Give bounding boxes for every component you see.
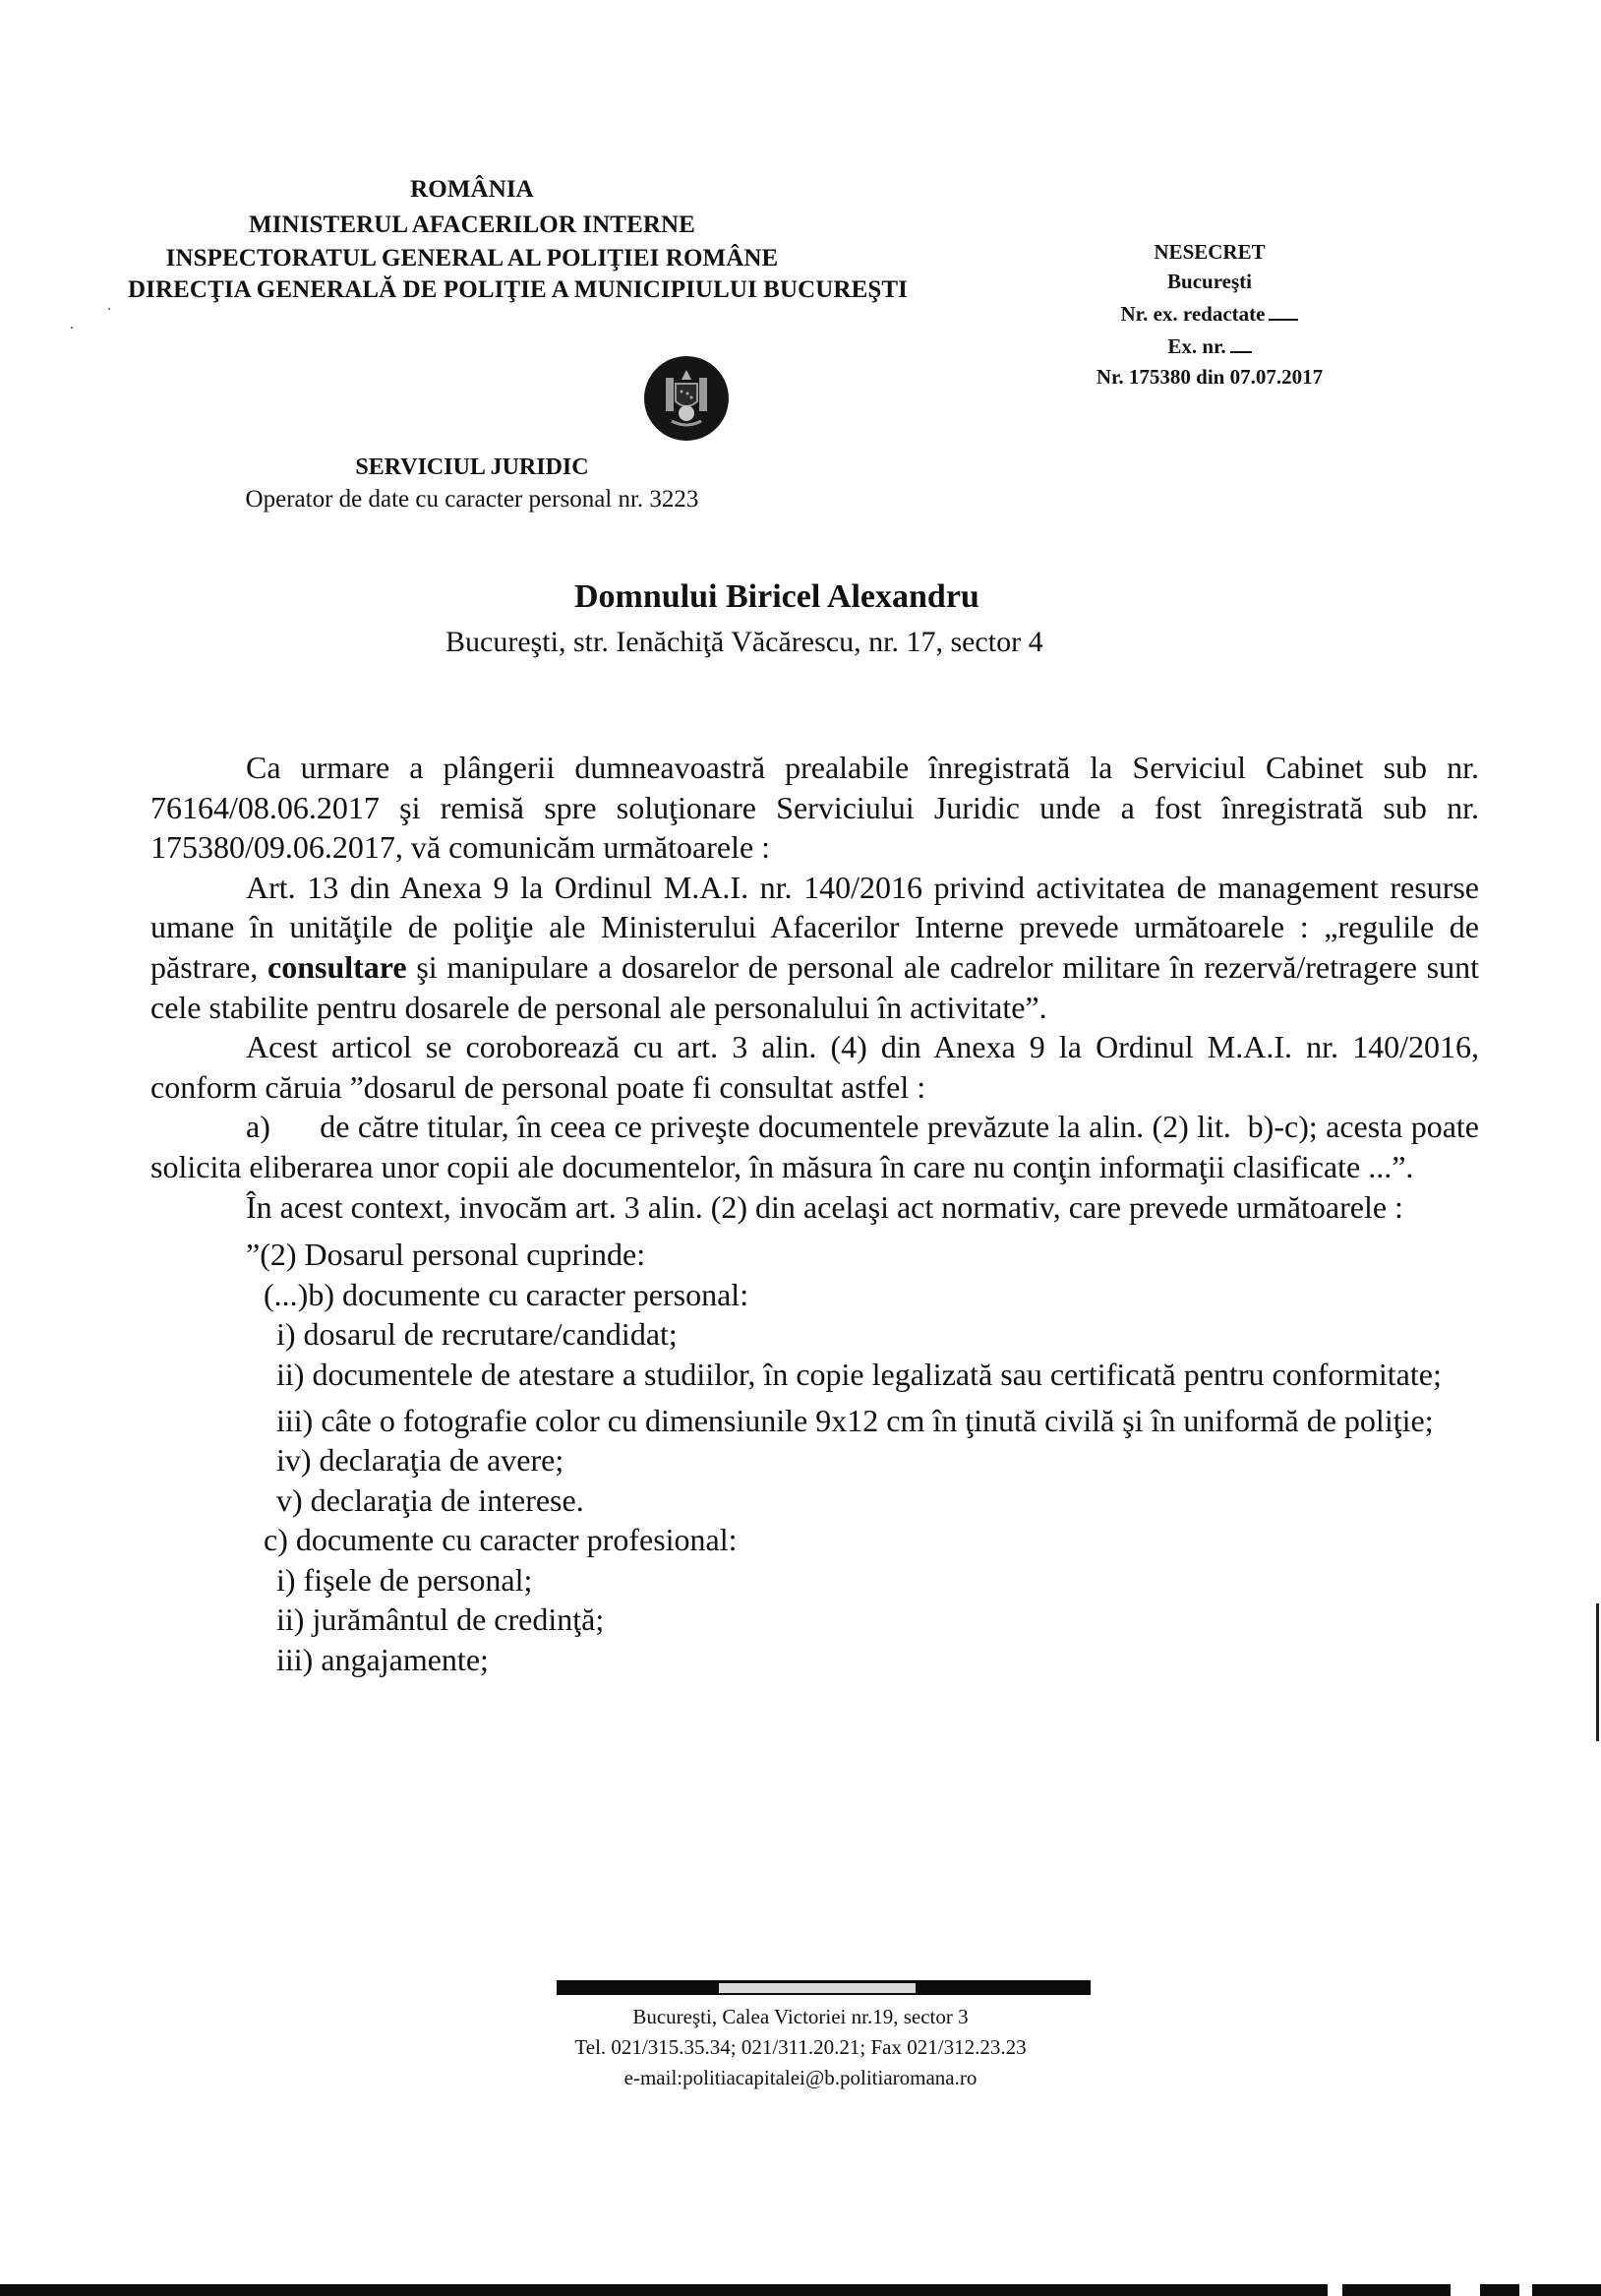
paragraph-context: În acest context, invocăm art. 3 alin. (2) din acelaşi act normativ, care prevede următoarele : [246,1188,1403,1225]
list-item: i) dosarul de recrutare/candidat; [276,1316,678,1353]
paragraph-intro: Ca urmare a plângerii dumneavoastră prealabile înregistrată la Serviciul Cabinet sub nr. 76164/08.06.2017 şi remisă spre soluţionare Serviciului Juridic unde a fost înregistrată sub nr. 175380/09.06.2017, vă comunicăm următoarele : [150,750,1479,866]
footer-divider-bar [557,1980,1091,1995]
section-b-heading: (...)b) documente cu caracter personal: [264,1276,749,1312]
footer-bar-highlight [719,1983,916,1993]
section-c-heading: c) documente cu caracter profesional: [264,1522,738,1558]
scan-bottom-edge [0,2284,1328,2296]
paragraph-article-13 [150,868,1479,1027]
copy-number-label: Ex. nr. [1167,334,1226,358]
footer-contact [407,2002,1194,2093]
footer-phones: Tel. 021/315.35.34; 021/311.20.21; Fax 021/312.23.23 [574,2035,1027,2059]
list-item: v) declaraţia de interese. [276,1481,584,1518]
list-item: iii) câte o fotografie color cu dimensiunile 9x12 cm în ţinută civilă şi în uniformă de poliţie; [276,1402,1434,1438]
scan-bottom-edge-segment [1342,2284,1451,2296]
header-directorate: DIRECŢIA GENERALĂ DE POLIŢIE A MUNICIPIULUI BUCUREŞTI [128,276,908,303]
letter-body [150,748,1487,1680]
coat-of-arms-graphic [644,356,729,441]
classification-status: NESECRET [1154,240,1266,264]
copy-number-blank [1230,349,1252,353]
list-item: i) fişele de personal; [276,1561,533,1598]
scan-speck [71,327,73,329]
list-item: iv) declaraţia de avere; [276,1442,564,1479]
scan-bottom-edge-segment [1532,2284,1601,2296]
list-item: iii) angajamente; [276,1642,489,1678]
addressee-name: Domnului Biricel Alexandru [574,578,979,615]
data-operator-number: Operator de date cu caracter personal nr. 3223 [245,486,699,513]
addressee-address: Bucureşti, str. Ienăchiţă Văcărescu, nr. 17, sector 4 [445,626,1043,658]
header-ministry: MINISTERUL AFACERILOR INTERNE [249,211,695,238]
classification-city: Bucureşti [1167,270,1252,293]
scan-bottom-edge-segment [1480,2284,1519,2296]
article-13-text-start: Art. 13 din Anexa 9 la Ordinul M.A.I. nr. 140/2016 privind activitatea de management resurse umane în unităţile de poliţie ale Ministerului Afacerilor Interne prevede următoarele : „regulile de păstrare, [150,869,1479,985]
article-13-text-end: şi manipulare a dosarelor de personal ale cadrelor militare în rezervă/retragere sunt cele stabilite pentru dosarele de personal ale personalului în activitate”. [150,948,1480,1025]
emphasis-consultare: consultare [267,948,407,985]
list-item: ii) jurământul de credinţă; [276,1601,605,1638]
police-coat-of-arms-icon [644,356,729,441]
paragraph-point-a: a) de către titular, în ceea ce priveşte documentele prevăzute la alin. (2) lit. b)-c); acesta poate solicita eliberarea unor copii ale documentelor, în măsura în care nu conţin informaţii clasificate ...”. [150,1109,1487,1184]
header-country: ROMÂNIA [410,176,534,203]
copy-number [1092,331,1328,363]
quote-title: ”(2) Dosarul personal cuprinde: [246,1237,646,1273]
registration-number: Nr. 175380 din 07.07.2017 [1096,365,1324,389]
paragraph-corroboration: Acest articol se coroborează cu art. 3 alin. (4) din Anexa 9 la Ordinul M.A.I. nr. 140/2016, conform căruia ”dosarul de personal poate fi consultat astfel : [150,1029,1479,1105]
copies-redacted-blank [1269,317,1298,321]
copies-redacted-label: Nr. ex. redactate [1120,302,1266,326]
service-name: SERVICIUL JURIDIC [355,454,589,480]
scan-speck [108,308,110,310]
copies-redacted [1092,298,1328,331]
header-inspectorate: INSPECTORATUL GENERAL AL POLIŢIEI ROMÂNE [165,245,779,272]
list-item: ii) documentele de atestare a studiilor, în copie legalizată sau certificată pentru conformitate; [276,1356,1442,1392]
footer-email: e-mail:politiacapitalei@b.politiaromana.ro [623,2066,978,2089]
scan-edge-mark [1596,1603,1599,1741]
footer-address: Bucureşti, Calea Victoriei nr.19, sector 3 [632,2005,969,2028]
